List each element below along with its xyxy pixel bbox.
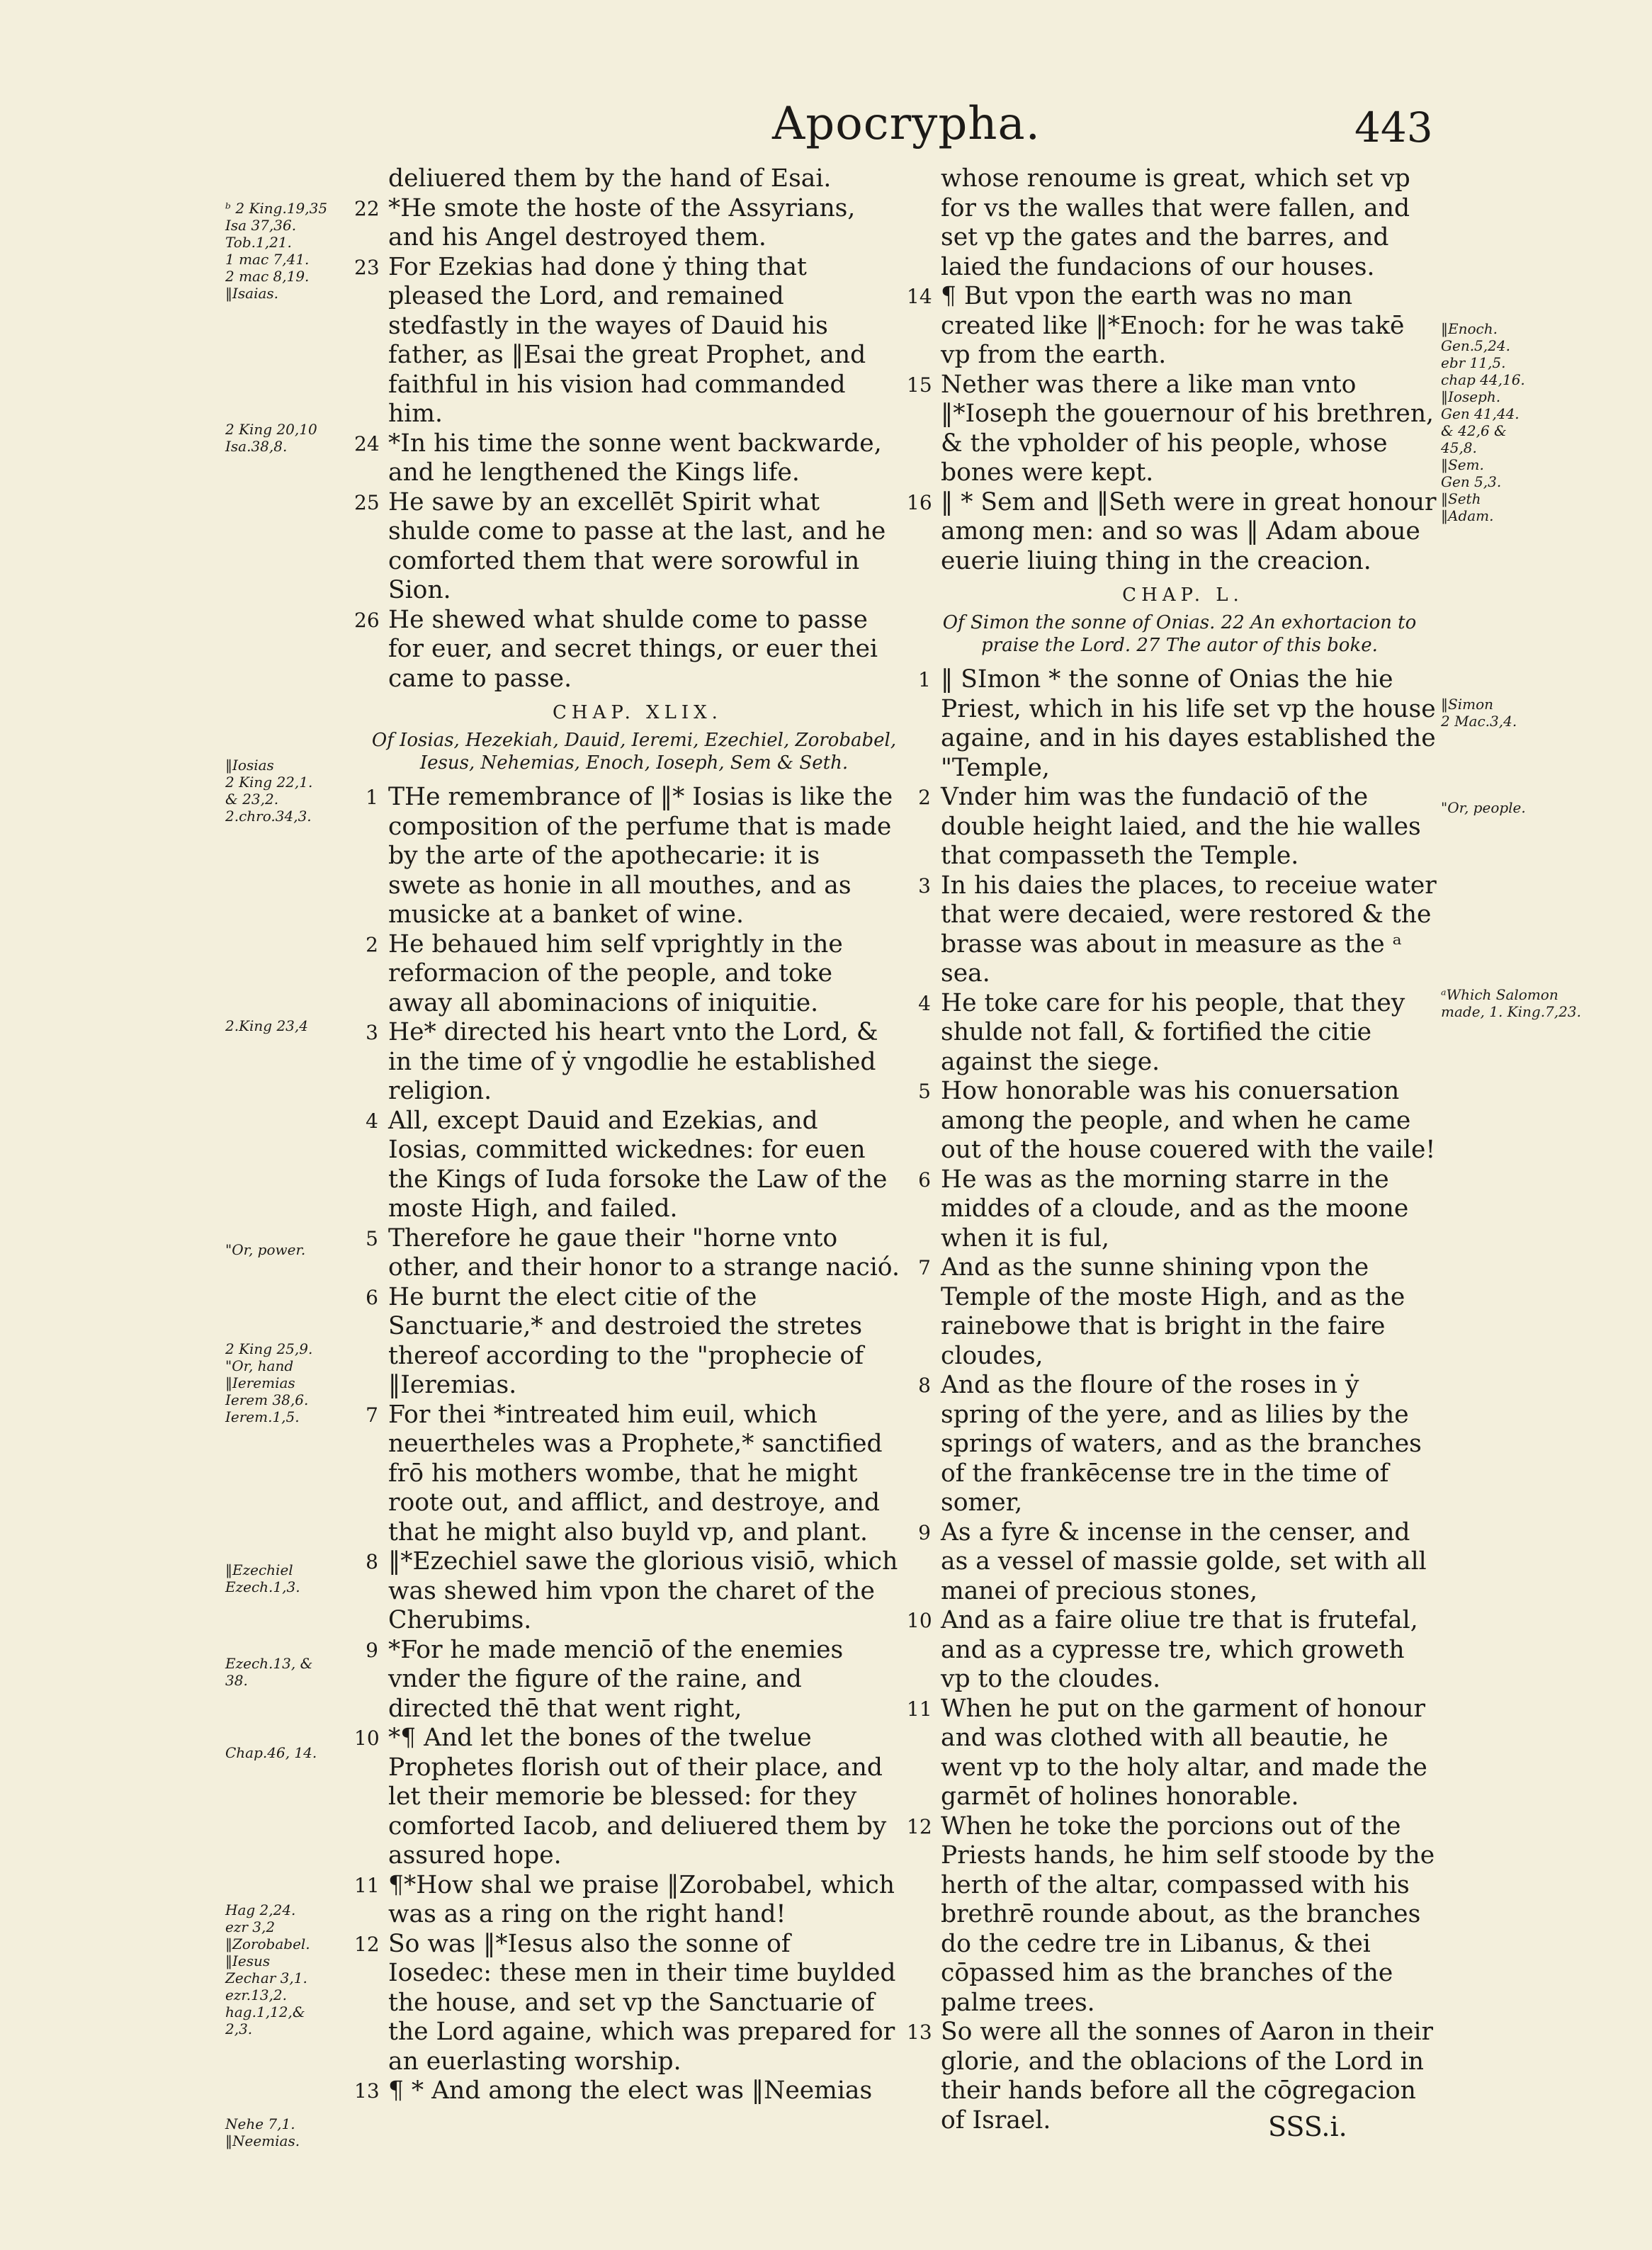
verse-text: Vnder him was the fundaciō of the double height laied, and the hie walles that compasseth the Temple. <box>941 783 1421 870</box>
verse-text: So were all the sonnes of Aaron in their glorie, and the oblacions of the Lord in their hands before all the cōgregacion of Israel. <box>941 2018 1433 2135</box>
verse <box>886 1812 1438 2018</box>
verse-text: When he put on the garment of honour and was clothed with all beautie, he went vp to the holy altar, and made the garmēt of holines honorable. <box>941 1694 1427 1811</box>
verse-text: whose renoume is great, which set vp for vs the walles that were fallen, and set vp the gates and the barres, and laied the fundacions of our houses. <box>941 164 1410 281</box>
signature-mark: SSS.i. <box>1268 2111 1347 2142</box>
margin-note: 2.King 23,4 <box>225 1017 308 1034</box>
verse-text: *He smote the hoste of the Assyrians, and his Angel destroyed them. <box>388 193 856 251</box>
verse-text: Therefore he gaue their "horne vnto other, and their honor to a strange nació. <box>388 1223 900 1282</box>
verse-text: deliuered them by the hand of Esai. <box>388 164 832 193</box>
verse-number: 16 <box>907 490 932 514</box>
verse <box>886 1077 1438 1165</box>
verse <box>333 488 900 606</box>
verse-number: 4 <box>366 1109 378 1133</box>
verse-text: And as a faire oliue tre that is frutefal, and as a cypresse tre, which groweth vp to the cloudes. <box>941 1606 1418 1693</box>
chapter-heading: CHAP. L. <box>1122 584 1244 606</box>
verse-number: 23 <box>354 255 380 279</box>
verse-text: *¶ And let the bones of the twelue Prophetes florish out of their place, and let their memorie be blessed: for they comforted Iacob, and deliuered them by assured hope. <box>388 1724 887 1870</box>
verse-number: 8 <box>366 1550 378 1573</box>
verse-number: 12 <box>354 1932 380 1956</box>
verse-number: 3 <box>918 874 931 898</box>
verse <box>886 371 1438 488</box>
verse <box>886 1371 1438 1518</box>
margin-note: Chap.46, 14. <box>225 1744 317 1761</box>
verse-text: When he toke the porcions out of the Priests hands, he him self stoode by the herth of the altar, compassed with his brethrē rounde about, as the branches do the cedre tre in Libanus, & thei cōpassed him as the branches of the palme trees. <box>941 1811 1435 2017</box>
verse-text: And as the sunne shining vpon the Temple of the moste High, and as the rainebowe that is bright in the faire cloudes, <box>941 1253 1405 1370</box>
chapter-heading: CHAP. XLIX. <box>553 702 723 723</box>
verse-text: For Ezekias had done ẏ thing that pleased the Lord, and remained stedfastly in the wayes of Dauid his father, as ‖Esai the great Prophet, and faithful in his vision had commanded him. <box>388 252 866 428</box>
verse-number: 2 <box>366 932 378 956</box>
verse-number: 2 <box>918 786 931 809</box>
margin-note: ‖Simon 2 Mac.3,4. <box>1441 696 1517 730</box>
verse-text: Nether was there a like man vnto ‖*Ioseph the gouernour of his brethren, & the vpholder of his people, whose bones were kept. <box>941 370 1435 487</box>
verse-text: He toke care for his people, that they shulde not fall, & fortified the citie against the siege. <box>941 988 1405 1076</box>
running-title: Apocrypha. <box>772 98 1041 150</box>
margin-note: ᵃWhich Salomon made, 1. King.7,23. <box>1441 986 1581 1020</box>
verse <box>886 783 1438 871</box>
verse-text: ‖ * Sem and ‖Seth were in great honour among men: and so was ‖ Adam aboue euerie liuing thing in the creacion. <box>941 487 1437 575</box>
verse-number: 8 <box>918 1374 931 1397</box>
verse-text: He sawe by an excellēt Spirit what shulde come to passe at the last, and he comforted them that were sorowful in Sion. <box>388 487 886 604</box>
verse-text: In his daies the places, to receiue water that were decaied, were restored & the brasse was about in measure as the ᵃ sea. <box>941 871 1437 988</box>
verse <box>886 665 1438 783</box>
verse-text: All, except Dauid and Ezekias, and Iosias, committed wickednes: for euen the Kings of Iuda forsoke the Law of the moste High, and failed. <box>388 1106 888 1223</box>
margin-note: ᵇ 2 King.19,35 Isa 37,36. Tob.1,21. 1 mac 7,41. 2 mac 8,19. ‖Isaias. <box>225 200 328 302</box>
verse <box>886 989 1438 1078</box>
verse-list <box>886 665 1438 2135</box>
page-number: 443 <box>1354 103 1433 152</box>
verse-text: THe remembrance of ‖* Iosias is like the composition of the perfume that is made by the arte of the apothecarie: it is swete as honie in all mouthes, and as musicke at a banket of wine. <box>388 783 893 929</box>
verse <box>333 2076 900 2106</box>
verse-number: 7 <box>918 1256 931 1279</box>
verse-text: As a fyre & incense in the censer, and as a vessel of massie golde, set with all manei of precious stones, <box>941 1517 1427 1605</box>
verse <box>333 1724 900 1871</box>
verse-number: 14 <box>907 285 932 308</box>
verse-number: 5 <box>366 1226 378 1250</box>
margin-note: ‖Ezechiel Ezech.1,3. <box>225 1561 300 1595</box>
verse <box>333 930 900 1019</box>
verse-number: 11 <box>907 1697 932 1721</box>
verse <box>333 1401 900 1548</box>
verse-text: He was as the morning starre in the middes of a cloude, and as the moone when it is ful, <box>941 1165 1409 1253</box>
verse <box>333 1930 900 2077</box>
verse <box>886 2018 1438 2135</box>
verse-number: 12 <box>907 1814 932 1838</box>
verse <box>886 1695 1438 1812</box>
verse <box>333 1283 900 1401</box>
verse <box>333 1871 900 1930</box>
verse <box>333 783 900 930</box>
margin-note: Nehe 7,1. ‖Neemias. <box>225 2115 300 2149</box>
verse-text: ‖*Ezechiel sawe the glorious visiō, which was shewed him vpon the charet of the Cherubims. <box>388 1547 898 1634</box>
verse <box>886 488 1438 577</box>
verse <box>886 1518 1438 1607</box>
verse-number: 6 <box>366 1285 378 1309</box>
verse-text: ¶ But vpon the earth was no man created like ‖*Enoch: for he was takē vp from the earth. <box>941 282 1405 369</box>
verse-number: 5 <box>918 1080 931 1103</box>
verse <box>333 1224 900 1283</box>
verse-number: 7 <box>366 1403 378 1427</box>
verse-number: 24 <box>354 431 380 456</box>
verse-text: He shewed what shulde come to passe for euer, and secret things, or euer thei came to passe. <box>388 605 878 693</box>
verse-number: 10 <box>907 1609 932 1632</box>
verse-text: And as the floure of the roses in ẏ spring of the yere, and as lilies by the springs of waters, and as the branches of the frankēcense tre in the time of somer, <box>941 1371 1422 1517</box>
verse-number: 13 <box>907 2020 932 2044</box>
verse-list <box>333 783 900 2106</box>
verse-number: 11 <box>354 1873 380 1897</box>
verse-text: He burnt the elect citie of the Sanctuarie,* and destroied the stretes thereof according to the "prophecie of ‖Ieremias. <box>388 1282 864 1399</box>
verse <box>333 1636 900 1724</box>
verse <box>333 194 900 253</box>
verse-number: 9 <box>918 1520 931 1544</box>
verse-line <box>333 164 900 194</box>
verse <box>886 1165 1438 1254</box>
verse-list <box>333 194 900 694</box>
verse-number: 4 <box>918 991 931 1015</box>
verse-text: He behaued him self vprightly in the reformacion of the people, and toke away all abominacions of iniquitie. <box>388 929 843 1017</box>
verse <box>886 1606 1438 1695</box>
verse <box>886 871 1438 989</box>
verse-text: ¶ * And among the elect was ‖Neemias <box>388 2076 873 2105</box>
left-column <box>333 164 900 2205</box>
verse-text: So was ‖*Iesus also the sonne of Iosedec: these men in their time buylded the house, and set vp the Sanctuarie of the Lord againe, which was prepared for an euerlasting worship. <box>388 1929 896 2076</box>
verse <box>886 1253 1438 1371</box>
margin-note: Ezech.13, & 38. <box>225 1655 313 1689</box>
verse <box>333 606 900 694</box>
verse-line <box>886 164 1438 282</box>
margin-note: "Or, power. <box>225 1241 306 1258</box>
verse-number: 22 <box>354 196 380 220</box>
verse-text: *For he made menciō of the enemies vnder the figure of the raine, and directed thē that went right, <box>388 1635 844 1723</box>
verse-number: 1 <box>366 786 378 809</box>
chapter-summary: Of Simon the sonne of Onias. 22 An exhortacion to praise the Lord. 27 The autor of this boke. <box>942 612 1417 656</box>
margin-note: ‖Enoch. Gen.5,24. ebr 11,5. chap 44,16. ‖Ioseph. Gen 41,44. & 42,6 & 45,8. ‖Sem. Gen 5,3. ‖Seth ‖Adam. <box>1441 320 1525 524</box>
verse <box>333 253 900 429</box>
margin-note: ‖Iosias 2 King 22,1. & 23,2. 2.chro.34,3. <box>225 757 313 825</box>
verse-number: 3 <box>366 1021 378 1044</box>
verse-number: 10 <box>354 1726 380 1750</box>
chapter-summary: Of Iosias, Hezekiah, Dauid, Ieremi, Ezechiel, Zorobabel, Iesus, Nehemias, Enoch, Ioseph, Sem & Seth. <box>371 730 897 774</box>
verse-number: 26 <box>354 608 380 632</box>
verse-number: 6 <box>918 1168 931 1192</box>
verse-text: ‖ SImon * the sonne of Onias the hie Priest, which in his life set vp the house againe, and in his dayes established the "Temple, <box>941 665 1436 782</box>
verse-list <box>886 282 1438 576</box>
margin-note: Hag 2,24. ezr 3,2 ‖Zorobabel. ‖Iesus Zechar 3,1. ezr.13,2. hag.1,12,& 2,3. <box>225 1901 310 2037</box>
verse-text: How honorable was his conuersation among the people, and when he came out of the house couered with the vaile! <box>941 1077 1436 1164</box>
verse-text: *In his time the sonne went backwarde, and he lengthened the Kings life. <box>388 429 882 487</box>
verse-number: 13 <box>354 2079 380 2103</box>
right-column <box>886 164 1438 2205</box>
verse <box>333 429 900 488</box>
verse <box>333 1018 900 1107</box>
verse-text: For thei *intreated him euil, which neuertheles was a Prophete,* sanctified frō his mothers wombe, that he might roote out, and afflict, and destroye, and that he might also buyld vp, and plant. <box>388 1400 883 1547</box>
verse <box>333 1107 900 1224</box>
verse-number: 1 <box>918 668 931 691</box>
margin-note: 2 King 20,10 Isa.38,8. <box>225 421 317 455</box>
verse-number: 25 <box>354 490 380 514</box>
verse <box>333 1547 900 1636</box>
verse-text: ¶*How shal we praise ‖Zorobabel, which was as a ring on the right hand! <box>388 1870 895 1928</box>
margin-note: 2 King 25,9. "Or, hand ‖Ieremias Ierem 38,6. Ierem.1,5. <box>225 1340 313 1425</box>
margin-note: "Or, people. <box>1441 799 1526 816</box>
verse-text: He* directed his heart vnto the Lord, & in the time of ẏ vngodlie he established religion. <box>388 1018 878 1105</box>
verse-number: 9 <box>366 1638 378 1662</box>
verse-number: 15 <box>907 373 932 397</box>
verse <box>886 282 1438 371</box>
